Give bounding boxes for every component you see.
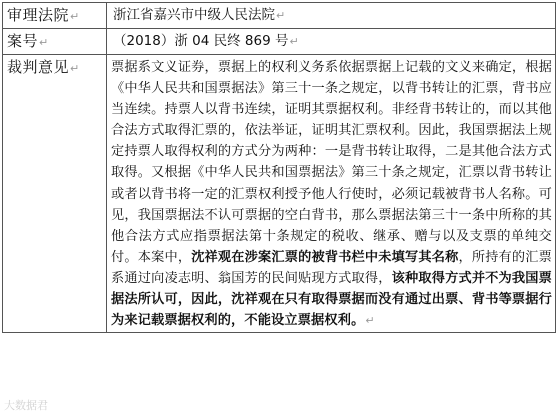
opinion-label xyxy=(3,55,106,79)
label-cell xyxy=(3,29,107,55)
paragraph-mark-icon: ↵ xyxy=(289,35,299,48)
value-cell xyxy=(107,55,556,333)
opinion-text-part1: 票据系文义证券，票据上的权利义务系依据票据上记载的文义来确定，根据《中华人民共和国票据法》第三十一条之规定，以背书转让的汇票，背书应当连续。持票人以背书连续，证明其票据权利。非经背书转让的，而以其他合法方式取得汇票的，依法举证，证明其汇票权利。因此，我国票据法上规定持票人取得权利的方式分为两种：一是背书转让取得，二是其他合法方式取得。又根据《中华人民共和国票据法》第三十条之规定，汇票以背书转让或者以背书将一定的汇票权利授予他人行使时，必须记载被背书人名称。可见，我国票据法不认可票据的空白背书，那么票据法第三十一条中所称的其他合法方式应指票据法第十条规定的税收、继承、赠与以及支票的单纯交付。本案中， xyxy=(111,60,552,265)
opinion-bold-part2: 该种取得方式并不为我国票据法所认可，因此，沈祥观在只有取得票据而没有通过出票、背书等票据行为来记载票据权利的，不能设立票据权利。 xyxy=(111,270,552,329)
case-number-label-text: 案号 xyxy=(7,32,39,50)
value-cell xyxy=(107,29,556,55)
table-row xyxy=(3,55,556,333)
value-cell xyxy=(107,3,556,29)
table-row xyxy=(3,29,556,55)
watermark: 大数据君 xyxy=(4,399,48,412)
paragraph-mark-icon: ↵ xyxy=(70,10,80,23)
paragraph-mark-icon: ↵ xyxy=(276,9,286,22)
court-label xyxy=(3,3,106,27)
case-info-table xyxy=(2,2,556,333)
opinion-label-text: 裁判意见 xyxy=(7,58,70,76)
paragraph-mark-icon: ↵ xyxy=(365,314,375,328)
court-name: 浙江省嘉兴市中级人民法院 xyxy=(113,7,275,23)
label-cell xyxy=(3,3,107,29)
judgment-opinion-text xyxy=(107,55,555,332)
table-row xyxy=(3,3,556,29)
opinion-bold-part1: 沈祥观在涉案汇票的被背书栏中未填写其名称 xyxy=(191,249,459,265)
label-cell xyxy=(3,55,107,333)
paragraph-mark-icon: ↵ xyxy=(39,36,49,49)
opinion-text-part2: ，所持有的汇票系通过向凌志明、翁国芳的民间贴现方式取得， xyxy=(111,249,552,286)
paragraph-mark-icon: ↵ xyxy=(70,62,80,75)
court-label-text: 审理法院 xyxy=(7,6,70,24)
case-number-label xyxy=(3,29,106,53)
court-value xyxy=(107,3,555,26)
case-number: （2018）浙 04 民终 869 号 xyxy=(113,33,289,49)
case-number-value xyxy=(107,29,555,52)
